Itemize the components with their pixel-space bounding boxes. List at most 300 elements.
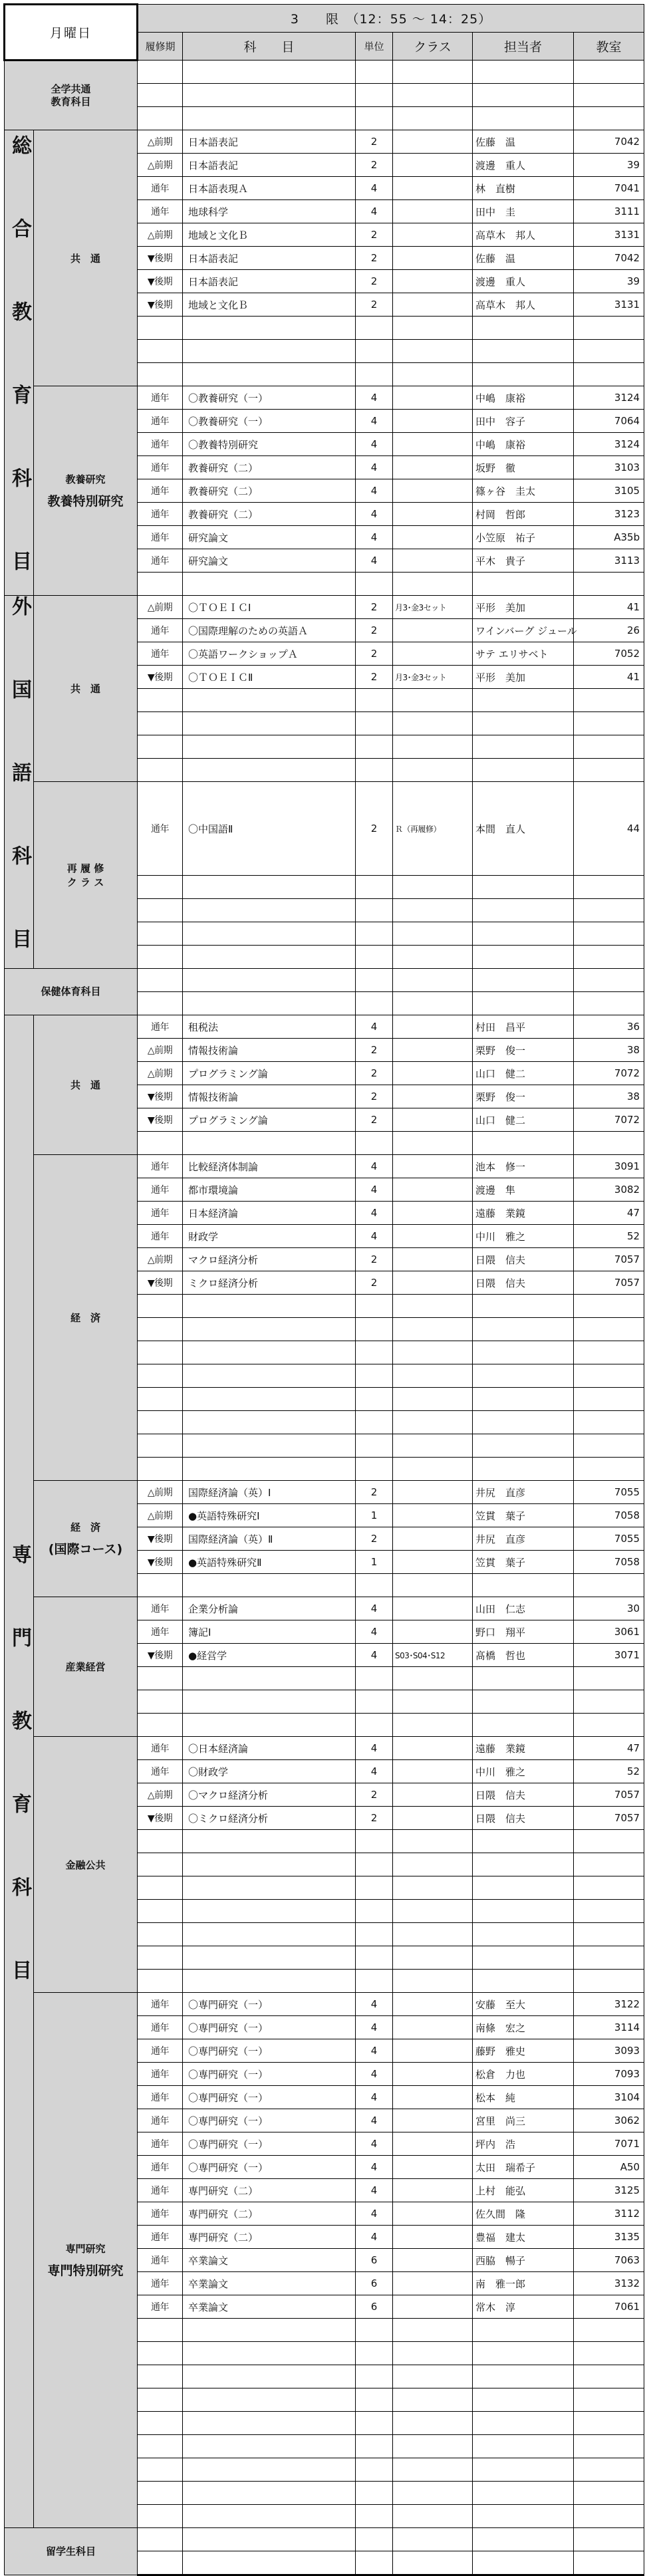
cell-credits bbox=[356, 899, 393, 922]
cell-class bbox=[393, 270, 473, 293]
cell-teacher bbox=[473, 1434, 574, 1458]
cell-credits: 4 bbox=[356, 479, 393, 503]
cell-class bbox=[393, 433, 473, 456]
cell-teacher: 日隈 信夫 bbox=[473, 1271, 574, 1295]
table-row bbox=[5, 596, 644, 619]
cell-credits: 4 bbox=[356, 200, 393, 223]
cell-subject: 国際経済論（英）Ⅰ bbox=[183, 1481, 356, 1504]
cell-subject bbox=[183, 2435, 356, 2458]
subsection-title: 教養研究 bbox=[65, 473, 106, 485]
cell-class bbox=[393, 642, 473, 666]
subsection-label bbox=[34, 130, 138, 386]
cell-credits: 4 bbox=[356, 1620, 393, 1644]
cell-teacher: 髙橋 哲也 bbox=[473, 1644, 574, 1667]
cell-subject: 〇専門研究（一） bbox=[183, 2016, 356, 2039]
cell-room bbox=[574, 1714, 644, 1737]
cell-term bbox=[138, 2458, 183, 2482]
cell-credits bbox=[356, 340, 393, 363]
cell-credits bbox=[356, 363, 393, 386]
cell-teacher bbox=[473, 735, 574, 759]
cell-subject: 専門研究（二） bbox=[183, 2179, 356, 2202]
cell-class bbox=[393, 2388, 473, 2412]
cell-room: 3124 bbox=[574, 386, 644, 410]
section-label: 保健体育科目 bbox=[5, 969, 138, 1015]
cell-class bbox=[393, 1411, 473, 1434]
cell-class bbox=[393, 1900, 473, 1923]
cell-class bbox=[393, 2109, 473, 2132]
cell-class bbox=[393, 2016, 473, 2039]
cell-teacher: 田中 容子 bbox=[473, 410, 574, 433]
cell-room: 7064 bbox=[574, 410, 644, 433]
cell-teacher: 本間 直人 bbox=[473, 782, 574, 876]
cell-credits bbox=[356, 992, 393, 1015]
cell-class bbox=[393, 61, 473, 84]
cell-subject: 〇専門研究（一） bbox=[183, 2039, 356, 2063]
cell-room bbox=[574, 363, 644, 386]
cell-term: △前期 bbox=[138, 1783, 183, 1807]
cell-room bbox=[574, 2528, 644, 2551]
cell-class bbox=[393, 223, 473, 247]
cell-term bbox=[138, 1364, 183, 1388]
cell-class bbox=[393, 1062, 473, 1085]
cell-teacher: 野口 翔平 bbox=[473, 1620, 574, 1644]
cell-credits: 4 bbox=[356, 1225, 393, 1248]
cell-term: 通年 bbox=[138, 2156, 183, 2179]
cell-subject bbox=[183, 992, 356, 1015]
cell-term: 通年 bbox=[138, 410, 183, 433]
cell-term bbox=[138, 2319, 183, 2342]
cell-room bbox=[574, 1132, 644, 1155]
table-row bbox=[5, 1155, 644, 1178]
cell-credits: 6 bbox=[356, 2249, 393, 2272]
cell-teacher: 常木 淳 bbox=[473, 2295, 574, 2319]
cell-credits: 4 bbox=[356, 1737, 393, 1760]
cell-term bbox=[138, 1876, 183, 1900]
cell-class bbox=[393, 1015, 473, 1039]
cell-teacher bbox=[473, 340, 574, 363]
cell-teacher bbox=[473, 2388, 574, 2412]
cell-room bbox=[574, 2342, 644, 2365]
cell-class bbox=[393, 340, 473, 363]
cell-term bbox=[138, 689, 183, 712]
cell-class bbox=[393, 526, 473, 549]
cell-subject: 教養研究（二） bbox=[183, 456, 356, 479]
cell-term: 通年 bbox=[138, 177, 183, 200]
cell-teacher: 平形 美加 bbox=[473, 666, 574, 689]
cell-subject: 〇英語ワークショップＡ bbox=[183, 642, 356, 666]
cell-class bbox=[393, 1993, 473, 2016]
cell-subject bbox=[183, 1946, 356, 1970]
cell-teacher bbox=[473, 1667, 574, 1690]
cell-credits bbox=[356, 1667, 393, 1690]
cell-subject: ●英語特殊研究Ⅰ bbox=[183, 1504, 356, 1527]
cell-subject: 情報技術論 bbox=[183, 1039, 356, 1062]
cell-room: 3113 bbox=[574, 549, 644, 573]
cell-subject: 〇教養研究（一） bbox=[183, 386, 356, 410]
section-label-text: 専 門 教 育 科 目 bbox=[8, 1543, 31, 1999]
col-class: クラス bbox=[393, 33, 473, 61]
cell-class bbox=[393, 2365, 473, 2388]
cell-class bbox=[393, 1155, 473, 1178]
cell-credits: 2 bbox=[356, 596, 393, 619]
cell-credits: 4 bbox=[356, 2179, 393, 2202]
cell-subject: 日本語表記 bbox=[183, 270, 356, 293]
cell-term bbox=[138, 899, 183, 922]
cell-subject: 租税法 bbox=[183, 1015, 356, 1039]
timetable-body bbox=[5, 5, 644, 2575]
cell-subject bbox=[183, 1388, 356, 1411]
cell-credits bbox=[356, 1318, 393, 1341]
cell-subject bbox=[183, 1876, 356, 1900]
cell-subject bbox=[183, 2505, 356, 2528]
cell-room bbox=[574, 2388, 644, 2412]
cell-term: 通年 bbox=[138, 1155, 183, 1178]
cell-subject: 〇ＴＯＥＩＣⅡ bbox=[183, 666, 356, 689]
cell-subject: 専門研究（二） bbox=[183, 2226, 356, 2249]
cell-class bbox=[393, 1737, 473, 1760]
cell-credits: 2 bbox=[356, 1807, 393, 1830]
cell-subject bbox=[183, 2458, 356, 2482]
cell-term bbox=[138, 1411, 183, 1434]
cell-term: ▼後期 bbox=[138, 1807, 183, 1830]
cell-subject: 〇専門研究（一） bbox=[183, 2109, 356, 2132]
cell-room: 30 bbox=[574, 1597, 644, 1620]
cell-room: 3071 bbox=[574, 1644, 644, 1667]
cell-class bbox=[393, 200, 473, 223]
table-row bbox=[5, 1597, 644, 1620]
cell-teacher bbox=[473, 107, 574, 130]
cell-class bbox=[393, 1039, 473, 1062]
cell-credits bbox=[356, 1876, 393, 1900]
subsection-title: 再 履 修 ク ラ ス bbox=[66, 862, 104, 888]
cell-teacher: 山口 健二 bbox=[473, 1108, 574, 1132]
cell-subject bbox=[183, 689, 356, 712]
section-label-text: 外 国 語 科 目 bbox=[8, 596, 31, 968]
cell-credits bbox=[356, 2319, 393, 2342]
cell-teacher: 中川 雅之 bbox=[473, 1760, 574, 1783]
cell-credits bbox=[356, 1411, 393, 1434]
cell-room: 7042 bbox=[574, 247, 644, 270]
cell-teacher: 遠藤 業鏡 bbox=[473, 1737, 574, 1760]
cell-room: 3105 bbox=[574, 479, 644, 503]
cell-teacher bbox=[473, 1923, 574, 1946]
subsection-subtitle: 教養特別研究 bbox=[47, 494, 124, 509]
cell-class bbox=[393, 899, 473, 922]
cell-teacher bbox=[473, 317, 574, 340]
cell-teacher bbox=[473, 1946, 574, 1970]
cell-teacher: 栗野 俊一 bbox=[473, 1039, 574, 1062]
subsection-label bbox=[34, 386, 138, 596]
cell-room bbox=[574, 2319, 644, 2342]
cell-subject: 〇教養特別研究 bbox=[183, 433, 356, 456]
cell-credits: 4 bbox=[356, 526, 393, 549]
cell-term bbox=[138, 1714, 183, 1737]
subsection-title: 経 済 bbox=[70, 1521, 101, 1533]
cell-class: 月3･金3セット bbox=[393, 596, 473, 619]
cell-room: 3132 bbox=[574, 2272, 644, 2295]
cell-term: 通年 bbox=[138, 1225, 183, 1248]
cell-teacher: 坂野 徹 bbox=[473, 456, 574, 479]
cell-term bbox=[138, 1295, 183, 1318]
cell-credits bbox=[356, 2412, 393, 2435]
cell-room: 38 bbox=[574, 1085, 644, 1108]
cell-credits bbox=[356, 1574, 393, 1597]
cell-credits bbox=[356, 2528, 393, 2551]
cell-term: 通年 bbox=[138, 2039, 183, 2063]
cell-class bbox=[393, 549, 473, 573]
cell-subject bbox=[183, 735, 356, 759]
cell-term: 通年 bbox=[138, 549, 183, 573]
cell-room bbox=[574, 1458, 644, 1481]
cell-term bbox=[138, 712, 183, 735]
subsection-title: 金融公共 bbox=[65, 1859, 106, 1871]
col-teacher: 担当者 bbox=[473, 33, 574, 61]
cell-class bbox=[393, 876, 473, 899]
cell-class bbox=[393, 386, 473, 410]
cell-room bbox=[574, 1574, 644, 1597]
subsection-label bbox=[34, 1155, 138, 1481]
cell-room: 7058 bbox=[574, 1551, 644, 1574]
cell-term bbox=[138, 2412, 183, 2435]
cell-room: 7058 bbox=[574, 1504, 644, 1527]
timetable bbox=[3, 3, 644, 2576]
cell-room: 7041 bbox=[574, 177, 644, 200]
cell-term bbox=[138, 1853, 183, 1876]
subsection-title: 専門研究 bbox=[65, 2243, 106, 2255]
cell-room: 3112 bbox=[574, 2202, 644, 2226]
cell-credits bbox=[356, 1900, 393, 1923]
cell-room bbox=[574, 946, 644, 969]
cell-term: ▼後期 bbox=[138, 1551, 183, 1574]
cell-teacher bbox=[473, 992, 574, 1015]
cell-teacher bbox=[473, 1341, 574, 1364]
cell-term: 通年 bbox=[138, 1597, 183, 1620]
cell-teacher bbox=[473, 2458, 574, 2482]
section-label-text: 総 合 教 育 科 目 bbox=[8, 135, 31, 590]
table-row bbox=[5, 1481, 644, 1504]
cell-term bbox=[138, 1388, 183, 1411]
cell-teacher bbox=[473, 61, 574, 84]
cell-term bbox=[138, 1458, 183, 1481]
cell-room: 7072 bbox=[574, 1062, 644, 1085]
cell-class bbox=[393, 247, 473, 270]
cell-room: 3104 bbox=[574, 2086, 644, 2109]
cell-credits bbox=[356, 2365, 393, 2388]
cell-subject bbox=[183, 1574, 356, 1597]
cell-subject bbox=[183, 1295, 356, 1318]
cell-term: △前期 bbox=[138, 1481, 183, 1504]
cell-teacher bbox=[473, 2412, 574, 2435]
cell-term: 通年 bbox=[138, 433, 183, 456]
cell-subject bbox=[183, 2551, 356, 2575]
cell-term bbox=[138, 759, 183, 782]
cell-class bbox=[393, 1551, 473, 1574]
cell-room: 3124 bbox=[574, 433, 644, 456]
cell-teacher: 笠貫 葉子 bbox=[473, 1551, 574, 1574]
cell-subject bbox=[183, 876, 356, 899]
cell-class bbox=[393, 1667, 473, 1690]
cell-credits: 4 bbox=[356, 549, 393, 573]
cell-subject bbox=[183, 1411, 356, 1434]
cell-room bbox=[574, 899, 644, 922]
cell-credits: 2 bbox=[356, 223, 393, 247]
subsection-label bbox=[34, 1015, 138, 1155]
cell-credits: 1 bbox=[356, 1551, 393, 1574]
cell-term: 通年 bbox=[138, 1015, 183, 1039]
cell-term: ▼後期 bbox=[138, 1108, 183, 1132]
cell-subject bbox=[183, 1667, 356, 1690]
cell-class bbox=[393, 84, 473, 107]
cell-teacher: 宮里 尚三 bbox=[473, 2109, 574, 2132]
cell-room bbox=[574, 2505, 644, 2528]
cell-credits bbox=[356, 107, 393, 130]
cell-class bbox=[393, 969, 473, 992]
cell-term bbox=[138, 1690, 183, 1714]
cell-teacher bbox=[473, 899, 574, 922]
cell-teacher: サテ エリサベト bbox=[473, 642, 574, 666]
cell-subject: ミクロ経済分析 bbox=[183, 1271, 356, 1295]
cell-teacher: 中嶋 康裕 bbox=[473, 386, 574, 410]
cell-credits bbox=[356, 1970, 393, 1993]
cell-class bbox=[393, 2342, 473, 2365]
cell-term: 通年 bbox=[138, 2086, 183, 2109]
cell-term: 通年 bbox=[138, 1760, 183, 1783]
cell-room: 41 bbox=[574, 666, 644, 689]
cell-term: 通年 bbox=[138, 1737, 183, 1760]
cell-credits: 4 bbox=[356, 1760, 393, 1783]
cell-term: △前期 bbox=[138, 1062, 183, 1085]
cell-room: 44 bbox=[574, 782, 644, 876]
cell-subject: 情報技術論 bbox=[183, 1085, 356, 1108]
subsection-title: 産業経営 bbox=[65, 1661, 106, 1673]
cell-subject: 〇専門研究（一） bbox=[183, 2086, 356, 2109]
cell-teacher bbox=[473, 363, 574, 386]
cell-credits: 4 bbox=[356, 1155, 393, 1178]
cell-subject: 卒業論文 bbox=[183, 2249, 356, 2272]
cell-teacher bbox=[473, 1132, 574, 1155]
cell-teacher: 佐久間 隆 bbox=[473, 2202, 574, 2226]
cell-credits: 4 bbox=[356, 1644, 393, 1667]
cell-class bbox=[393, 1458, 473, 1481]
cell-credits bbox=[356, 1458, 393, 1481]
cell-class bbox=[393, 1318, 473, 1341]
cell-room: 36 bbox=[574, 1015, 644, 1039]
cell-teacher bbox=[473, 689, 574, 712]
cell-subject: 〇国際理解のための英語Ａ bbox=[183, 619, 356, 642]
cell-room: 7061 bbox=[574, 2295, 644, 2319]
cell-subject: 教養研究（二） bbox=[183, 479, 356, 503]
cell-term: △前期 bbox=[138, 154, 183, 177]
cell-credits bbox=[356, 1341, 393, 1364]
cell-subject bbox=[183, 1714, 356, 1737]
cell-credits: 4 bbox=[356, 1015, 393, 1039]
cell-room bbox=[574, 689, 644, 712]
cell-term bbox=[138, 992, 183, 1015]
cell-credits bbox=[356, 1830, 393, 1853]
cell-term: ▼後期 bbox=[138, 666, 183, 689]
cell-class: 月3･金3セット bbox=[393, 666, 473, 689]
cell-subject: 〇財政学 bbox=[183, 1760, 356, 1783]
cell-room: 3103 bbox=[574, 456, 644, 479]
cell-credits bbox=[356, 2435, 393, 2458]
cell-room: 7057 bbox=[574, 1271, 644, 1295]
cell-term: △前期 bbox=[138, 1504, 183, 1527]
cell-teacher: 松本 純 bbox=[473, 2086, 574, 2109]
cell-room bbox=[574, 573, 644, 596]
cell-teacher: 池本 修一 bbox=[473, 1155, 574, 1178]
cell-credits bbox=[356, 1690, 393, 1714]
cell-room: 38 bbox=[574, 1039, 644, 1062]
cell-credits bbox=[356, 712, 393, 735]
cell-teacher bbox=[473, 1690, 574, 1714]
cell-term: 通年 bbox=[138, 1202, 183, 1225]
cell-teacher bbox=[473, 1876, 574, 1900]
cell-room: 7055 bbox=[574, 1527, 644, 1551]
cell-teacher: 山口 健二 bbox=[473, 1062, 574, 1085]
cell-teacher: 藤野 雅史 bbox=[473, 2039, 574, 2063]
cell-term bbox=[138, 1900, 183, 1923]
cell-term: ▼後期 bbox=[138, 1644, 183, 1667]
cell-teacher bbox=[473, 946, 574, 969]
cell-room bbox=[574, 2365, 644, 2388]
cell-subject bbox=[183, 363, 356, 386]
cell-class bbox=[393, 1434, 473, 1458]
cell-subject: 〇専門研究（一） bbox=[183, 2156, 356, 2179]
cell-term: 通年 bbox=[138, 642, 183, 666]
cell-class bbox=[393, 2086, 473, 2109]
cell-subject bbox=[183, 1900, 356, 1923]
cell-room bbox=[574, 61, 644, 84]
cell-room bbox=[574, 1853, 644, 1876]
cell-credits bbox=[356, 876, 393, 899]
cell-term bbox=[138, 107, 183, 130]
cell-teacher: 村田 昌平 bbox=[473, 1015, 574, 1039]
cell-room: 3122 bbox=[574, 1993, 644, 2016]
table-row bbox=[5, 782, 644, 876]
cell-term: △前期 bbox=[138, 596, 183, 619]
cell-class bbox=[393, 2319, 473, 2342]
cell-teacher: 日隈 信夫 bbox=[473, 1807, 574, 1830]
cell-subject bbox=[183, 317, 356, 340]
cell-credits bbox=[356, 2505, 393, 2528]
subsection-label bbox=[34, 1737, 138, 1993]
cell-credits: 2 bbox=[356, 619, 393, 642]
cell-teacher: 中川 雅之 bbox=[473, 1225, 574, 1248]
cell-teacher bbox=[473, 712, 574, 735]
cell-subject bbox=[183, 1434, 356, 1458]
cell-credits: 1 bbox=[356, 1504, 393, 1527]
cell-room bbox=[574, 340, 644, 363]
cell-credits: 2 bbox=[356, 1062, 393, 1085]
cell-subject: 〇専門研究（一） bbox=[183, 2063, 356, 2086]
cell-subject: プログラミング論 bbox=[183, 1108, 356, 1132]
cell-room: 7042 bbox=[574, 130, 644, 154]
cell-credits bbox=[356, 1853, 393, 1876]
cell-term bbox=[138, 1434, 183, 1458]
cell-credits: 2 bbox=[356, 1039, 393, 1062]
cell-room bbox=[574, 84, 644, 107]
cell-subject bbox=[183, 1830, 356, 1853]
cell-teacher bbox=[473, 2482, 574, 2505]
cell-term bbox=[138, 2551, 183, 2575]
cell-subject bbox=[183, 969, 356, 992]
section-label bbox=[5, 1015, 34, 2528]
cell-teacher bbox=[473, 2342, 574, 2365]
cell-subject bbox=[183, 759, 356, 782]
cell-class bbox=[393, 1364, 473, 1388]
cell-teacher: 南條 宏之 bbox=[473, 2016, 574, 2039]
cell-term: 通年 bbox=[138, 386, 183, 410]
